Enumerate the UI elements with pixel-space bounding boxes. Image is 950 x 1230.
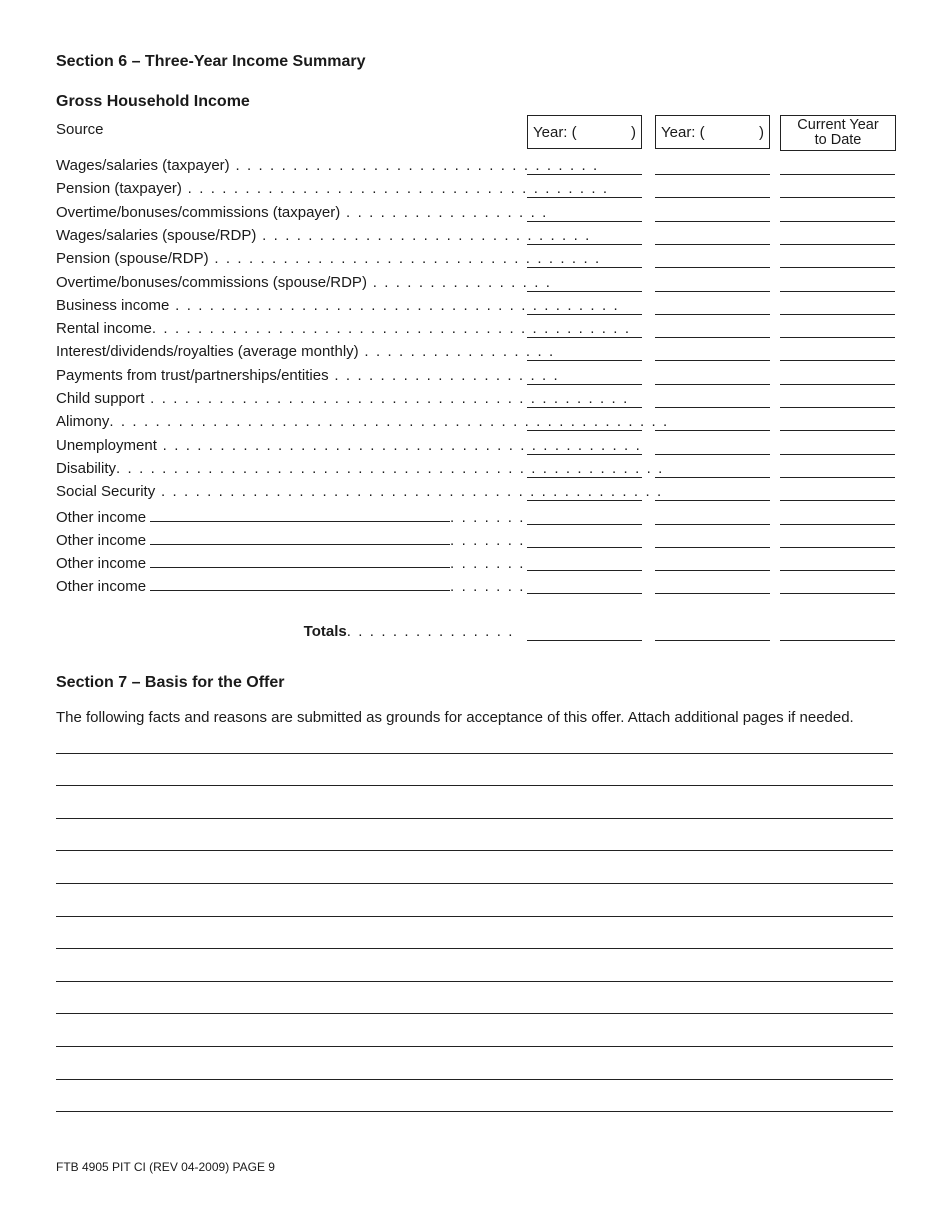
year-1-amount-field[interactable] (527, 321, 642, 338)
totals-year-1-field[interactable] (527, 624, 642, 641)
leader-dots: . . . . . . . (450, 532, 526, 549)
current-year-amount-field[interactable] (780, 321, 895, 338)
current-year-to-date-header (780, 115, 896, 151)
income-row-label (56, 204, 548, 222)
year-1-amount-field[interactable] (527, 508, 642, 525)
income-source-text: Other income (56, 555, 147, 572)
other-income-description-field[interactable] (150, 576, 450, 591)
year-1-amount-field[interactable] (527, 368, 642, 385)
income-source-text: Interest/dividends/royalties (average monthly) (56, 343, 359, 360)
year-1-amount-field[interactable] (527, 298, 642, 315)
leader-dots: . . . . . . . . . . . . . . . . . . . . . . . . . . . . . . . . . . . . . (181, 180, 609, 197)
income-source-text: Pension (taxpayer) (56, 180, 182, 197)
income-source-text: Other income (56, 532, 147, 549)
year-1-amount-field[interactable] (527, 228, 642, 245)
leader-dots: . . . . . . . . . . . . . . . . . . . . . . . . . . . . . . . . (229, 157, 599, 174)
writing-line[interactable] (56, 1079, 893, 1080)
year-2-amount-field[interactable] (655, 344, 770, 361)
income-row (56, 204, 896, 226)
income-source-text: Overtime/bonuses/commissions (taxpayer) (56, 204, 341, 221)
writing-line[interactable] (56, 753, 893, 754)
year-1-field[interactable] (527, 115, 642, 149)
income-row (56, 180, 896, 202)
year-1-amount-field[interactable] (527, 554, 642, 571)
year-2-amount-field[interactable] (655, 531, 770, 548)
income-source-text: Wages/salaries (taxpayer) (56, 157, 230, 174)
income-row-label (56, 297, 620, 315)
income-row (56, 507, 896, 529)
current-year-amount-field[interactable] (780, 228, 895, 245)
year-2-close-paren: ) (759, 124, 764, 141)
gross-household-income-heading: Gross Household Income (56, 93, 250, 110)
writing-line[interactable] (56, 785, 893, 786)
income-row (56, 553, 896, 575)
current-year-amount-field[interactable] (780, 205, 895, 222)
year-2-amount-field[interactable] (655, 414, 770, 431)
current-year-label-line2: to Date (814, 132, 862, 148)
current-year-amount-field[interactable] (780, 251, 895, 268)
income-source-text: Child support (56, 390, 145, 407)
current-year-amount-field[interactable] (780, 344, 895, 361)
year-1-amount-field[interactable] (527, 414, 642, 431)
income-row-label (56, 227, 591, 245)
year-1-amount-field[interactable] (527, 438, 642, 455)
income-row (56, 483, 896, 505)
current-year-amount-field[interactable] (780, 438, 895, 455)
leader-dots: . . . . . . . (450, 555, 526, 572)
income-source-text: Unemployment (56, 437, 157, 454)
income-row-label (56, 157, 599, 175)
income-source-text: Business income (56, 297, 170, 314)
year-2-label: Year: ( (661, 124, 705, 141)
year-2-amount-field[interactable] (655, 554, 770, 571)
year-2-field[interactable] (655, 115, 770, 149)
income-source-text: Pension (spouse/RDP) (56, 250, 209, 267)
income-row-label (56, 437, 642, 455)
current-year-amount-field[interactable] (780, 391, 895, 408)
writing-line[interactable] (56, 981, 893, 982)
income-source-text: Disability (56, 460, 117, 477)
year-2-amount-field[interactable] (655, 438, 770, 455)
income-row (56, 320, 896, 342)
section-6-title: Section 6 – Three-Year Income Summary (56, 53, 366, 70)
writing-line[interactable] (56, 916, 893, 917)
year-1-amount-field[interactable] (527, 577, 642, 594)
income-row-label (56, 274, 552, 292)
leader-dots: . . . . . . . . . . . . . . . . . . . . . . . . . . . . . . . . . . . . . . . . . . . . . . . . . (109, 413, 669, 430)
income-source-text: Other income (56, 509, 147, 526)
leader-dots: . . . . . . . . . . . . . . . . . . . . (328, 367, 560, 384)
year-2-amount-field[interactable] (655, 205, 770, 222)
income-source-text: Social Security (56, 483, 156, 500)
income-source-text: Wages/salaries (spouse/RDP) (56, 227, 257, 244)
leader-dots: . . . . . . . . . . . . . . . . . . . . . . . . . . . . . . . . . . . . . . . . . . (151, 320, 631, 337)
current-year-amount-field[interactable] (780, 484, 895, 501)
leader-dots: . . . . . . . . . . . . . . . . . . (340, 204, 548, 221)
section-7-title: Section 7 – Basis for the Offer (56, 674, 285, 691)
current-year-amount-field[interactable] (780, 531, 895, 548)
year-1-amount-field[interactable] (527, 344, 642, 361)
current-year-amount-field[interactable] (780, 158, 895, 175)
income-row-label (56, 390, 629, 408)
year-2-amount-field[interactable] (655, 228, 770, 245)
year-2-amount-field[interactable] (655, 181, 770, 198)
income-row (56, 367, 896, 389)
writing-line[interactable] (56, 1111, 893, 1112)
income-row-label (56, 343, 555, 361)
year-2-amount-field[interactable] (655, 251, 770, 268)
income-row (56, 274, 896, 296)
form-footer: FTB 4905 PIT CI (REV 04-2009) PAGE 9 (56, 1160, 275, 1174)
writing-line[interactable] (56, 883, 893, 884)
leader-dots: . . . . . . . . . . . . . . . . . . . . . . . . . . . . . (256, 227, 591, 244)
year-1-amount-field[interactable] (527, 391, 642, 408)
year-1-amount-field[interactable] (527, 484, 642, 501)
leader-dots: . . . . . . . . . . . . . . . . . . . . . . . . . . . . . . . . . . . . . . . . . . (144, 390, 629, 407)
income-row-label (56, 413, 669, 431)
other-income-description-field[interactable] (150, 530, 450, 545)
year-2-amount-field[interactable] (655, 298, 770, 315)
writing-line[interactable] (56, 948, 893, 949)
totals-text: Totals (303, 623, 347, 640)
year-2-amount-field[interactable] (655, 461, 770, 478)
income-row (56, 390, 896, 412)
current-year-amount-field[interactable] (780, 414, 895, 431)
writing-line[interactable] (56, 818, 893, 819)
income-row (56, 460, 896, 482)
totals-row (56, 623, 896, 645)
income-source-text: Payments from trust/partnerships/entities (56, 367, 329, 384)
year-2-amount-field[interactable] (655, 577, 770, 594)
income-source-text: Alimony (56, 413, 110, 430)
income-row-label (56, 507, 526, 527)
leader-dots: . . . . . . . . . . . . . . . . . . . . . . . . . . . . . . . . . . . . . . . . . . . . . . . . (116, 460, 664, 477)
income-row (56, 576, 896, 598)
income-row-label (56, 483, 663, 501)
income-source-text: Rental income (56, 320, 152, 337)
year-1-amount-field[interactable] (527, 275, 642, 292)
current-year-amount-field[interactable] (780, 275, 895, 292)
year-1-amount-field[interactable] (527, 461, 642, 478)
current-year-amount-field[interactable] (780, 298, 895, 315)
basis-instructions: The following facts and reasons are submitted as grounds for acceptance of this offer. Attach additional pages if needed. (56, 709, 854, 726)
writing-line[interactable] (56, 1046, 893, 1047)
current-year-amount-field[interactable] (780, 461, 895, 478)
year-2-amount-field[interactable] (655, 275, 770, 292)
year-2-amount-field[interactable] (655, 484, 770, 501)
leader-dots: . . . . . . . . . . . . . . . . (366, 274, 552, 291)
other-income-description-field[interactable] (150, 553, 450, 568)
totals-year-2-field[interactable] (655, 624, 770, 641)
income-row (56, 297, 896, 319)
year-2-amount-field[interactable] (655, 158, 770, 175)
income-row (56, 157, 896, 179)
totals-leader-dots: . . . . . . . . . . . . . . . (346, 623, 514, 640)
current-year-amount-field[interactable] (780, 554, 895, 571)
current-year-amount-field[interactable] (780, 181, 895, 198)
income-row-label (56, 460, 664, 478)
year-1-amount-field[interactable] (527, 205, 642, 222)
writing-line[interactable] (56, 1013, 893, 1014)
income-source-text: Overtime/bonuses/commissions (spouse/RDP) (56, 274, 367, 291)
current-year-amount-field[interactable] (780, 508, 895, 525)
income-row-label (56, 576, 526, 596)
income-row (56, 343, 896, 365)
year-1-label: Year: ( (533, 124, 577, 141)
leader-dots: . . . . . . . . . . . . . . . . . . . . . . . . . . . . . . . . . . . . . . . . . . . . (155, 483, 663, 500)
year-2-amount-field[interactable] (655, 321, 770, 338)
leader-dots: . . . . . . . . . . . . . . . . . . . . . . . . . . . . . . . . . . . . . . . (169, 297, 620, 314)
income-row (56, 227, 896, 249)
leader-dots: . . . . . . . . . . . . . . . . . . . . . . . . . . . . . . . . . . (208, 250, 601, 267)
current-year-amount-field[interactable] (780, 577, 895, 594)
income-row (56, 530, 896, 552)
income-source-text: Other income (56, 578, 147, 595)
writing-line[interactable] (56, 850, 893, 851)
leader-dots: . . . . . . . . . . . . . . . . . . . . . . . . . . . . . . . . . . . . . . . . . . (156, 437, 642, 454)
income-row-label (56, 320, 631, 338)
leader-dots: . . . . . . . (450, 509, 526, 526)
totals-current-year-field[interactable] (780, 624, 895, 641)
year-1-amount-field[interactable] (527, 181, 642, 198)
income-row (56, 437, 896, 459)
other-income-description-field[interactable] (150, 507, 450, 522)
income-row-label (56, 553, 526, 573)
year-2-amount-field[interactable] (655, 508, 770, 525)
year-2-amount-field[interactable] (655, 391, 770, 408)
year-1-amount-field[interactable] (527, 251, 642, 268)
year-2-amount-field[interactable] (655, 368, 770, 385)
year-1-amount-field[interactable] (527, 531, 642, 548)
income-row (56, 250, 896, 272)
income-row-label (56, 180, 609, 198)
year-1-close-paren: ) (631, 124, 636, 141)
income-row (56, 413, 896, 435)
current-year-label-line1: Current Year (797, 117, 879, 133)
leader-dots: . . . . . . . . . . . . . . . . . (358, 343, 555, 360)
year-1-amount-field[interactable] (527, 158, 642, 175)
source-column-label: Source (56, 121, 104, 138)
income-row-label (56, 530, 526, 550)
income-row-label (56, 250, 601, 268)
leader-dots: . . . . . . . (450, 578, 526, 595)
totals-label (56, 623, 514, 641)
current-year-amount-field[interactable] (780, 368, 895, 385)
income-row-label (56, 367, 560, 385)
